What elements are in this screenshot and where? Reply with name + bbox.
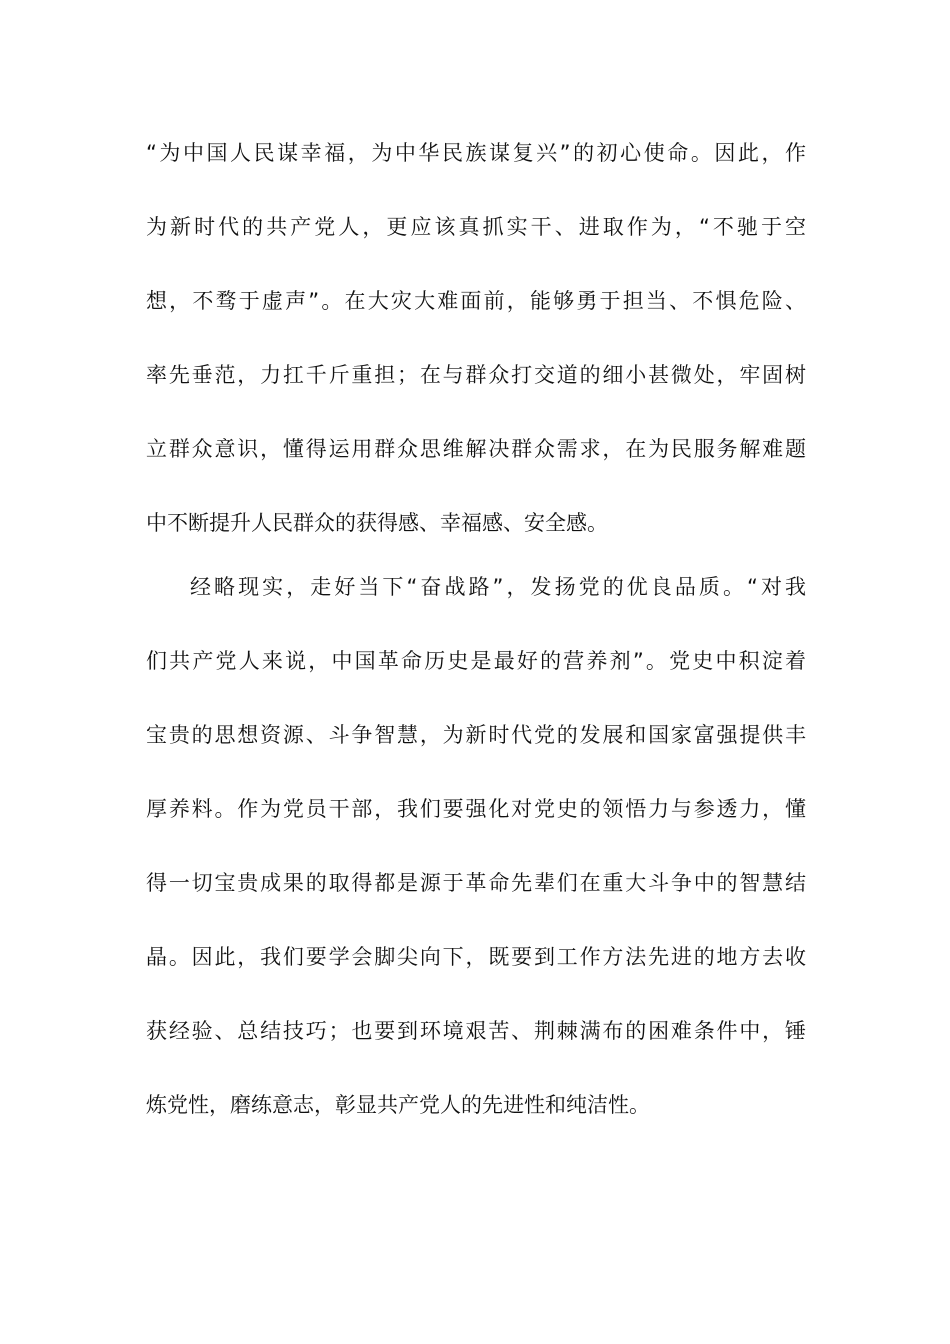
text-line: 获经验、总结技巧；也要到环境艰苦、荆棘满布的困难条件中，锤 (146, 1019, 806, 1043)
text-line: 中不断提升人民群众的获得感、幸福感、安全感。 (146, 511, 608, 535)
text-line: 宝贵的思想资源、斗争智慧，为新时代党的发展和国家富强提供丰 (146, 723, 806, 747)
text-line: 率先垂范，力扛千斤重担；在与群众打交道的细小甚微处，牢固树 (146, 363, 806, 387)
paragraph-first-line: 经略现实，走好当下“奋战路”，发扬党的优良品质。“对我 (190, 575, 806, 599)
text-line: 炼党性，磨练意志，彰显共产党人的先进性和纯洁性。 (146, 1093, 650, 1117)
text-line: 厚养料。作为党员干部，我们要强化对党史的领悟力与参透力，懂 (146, 797, 806, 821)
text-line: “为中国人民谋幸福，为中华民族谋复兴”的初心使命。因此，作 (146, 141, 806, 165)
text-line: 立群众意识，懂得运用群众思维解决群众需求，在为民服务解难题 (146, 437, 806, 461)
text-line: 晶。因此，我们要学会脚尖向下，既要到工作方法先进的地方去收 (146, 945, 806, 969)
text-line: 们共产党人来说，中国革命历史是最好的营养剂”。党史中积淀着 (146, 649, 806, 673)
text-line: 为新时代的共产党人，更应该真抓实干、进取作为，“不驰于空 (146, 215, 806, 239)
text-line: 想，不骛于虚声”。在大灾大难面前，能够勇于担当、不惧危险、 (146, 289, 806, 313)
text-line: 得一切宝贵成果的取得都是源于革命先辈们在重大斗争中的智慧结 (146, 871, 806, 895)
